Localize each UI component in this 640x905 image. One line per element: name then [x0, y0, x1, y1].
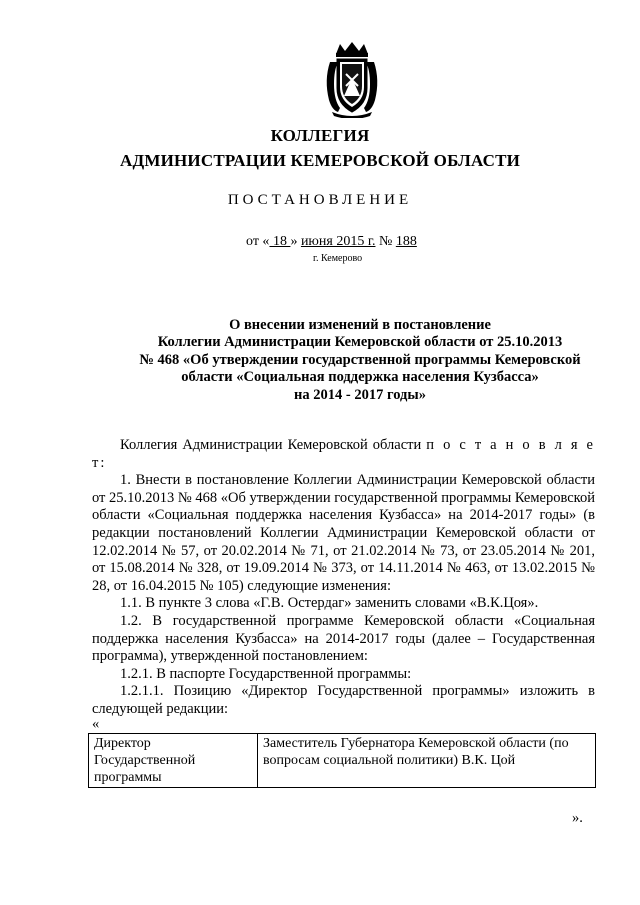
- date-month-year: июня 2015 г.: [300, 234, 376, 249]
- intro-paragraph: [92, 437, 595, 472]
- number-label: №: [375, 234, 396, 249]
- city: г. Кемерово: [313, 253, 363, 264]
- header-line-1: КОЛЛЕГИЯ: [270, 126, 370, 145]
- subject-line: Коллегии Администрации Кемеровской области от 25.10.2013: [157, 334, 563, 351]
- quote-close: ».: [572, 810, 583, 826]
- table-row: [89, 734, 596, 788]
- paragraph-1-2: 1.2. В государственной программе Кемеровской области «Социальная поддержка населения Кузбасса» на 2014-2017 годы (далее – Государственная программа), утвержденной постановлением:: [92, 612, 595, 665]
- table-cell-position: Директор Государственной программы: [89, 734, 258, 788]
- subject-line: области «Социальная поддержка населения Кузбасса»: [181, 369, 539, 386]
- paragraph-1: 1. Внести в постановление Коллегии Администрации Кемеровской области от 25.10.2013 № 468 «Об утверждении государственной программы Кемеровской области «Социальная поддержка населения Кузбасса» на 2014-2017 годы» (в редакции постановлений Коллегии Администрации Кемеровской области от 12.02.2014 № 57, от 20.02.2014 № 71, от 21.02.2014 № 73, от 23.05.2014 № 201, от 15.08.2014 № 328, от 19.09.2014 № 373, от 14.11.2014 № 463, от 13.02.2015 № 28, от 16.04.2015 № 105) следующие изменения:: [92, 472, 595, 594]
- quote-open: «: [92, 716, 100, 732]
- subject-line: на 2014 - 2017 годы»: [294, 386, 426, 403]
- date-line: [246, 234, 417, 250]
- date-day: 18: [269, 234, 291, 249]
- paragraph-1-2-1-1: 1.2.1.1. Позицию «Директор Государственной программы» изложить в следующей редакции:: [92, 683, 595, 717]
- date-mid: »: [290, 234, 301, 249]
- coat-of-arms-icon: [322, 40, 382, 118]
- intro-decision: п о с т а н о в л я е т:: [92, 437, 595, 471]
- table-cell-person: Заместитель Губернатора Кемеровской области (по вопросам социальной политики) В.К. Цой: [258, 734, 596, 788]
- subject-line: О внесении изменений в постановление: [229, 317, 491, 333]
- document-type: ПОСТАНОВЛЕНИЕ: [227, 192, 413, 208]
- document-number: 188: [395, 234, 417, 249]
- intro-text: Коллегия Администрации Кемеровской области: [120, 437, 427, 453]
- document-subject: [80, 317, 640, 404]
- header-line-2: АДМИНИСТРАЦИИ КЕМЕРОВСКОЙ ОБЛАСТИ: [119, 151, 521, 170]
- subject-line: № 468 «Об утверждении государственной программы Кемеровской: [139, 351, 581, 368]
- document-body: [92, 437, 595, 719]
- date-prefix: от «: [246, 234, 270, 249]
- paragraph-1-1: 1.1. В пункте 3 слова «Г.В. Остердаг» заменить словами «В.К.Цоя».: [120, 595, 539, 612]
- position-table: [88, 733, 596, 788]
- paragraph-1-2-1: 1.2.1. В паспорте Государственной программы:: [120, 665, 412, 682]
